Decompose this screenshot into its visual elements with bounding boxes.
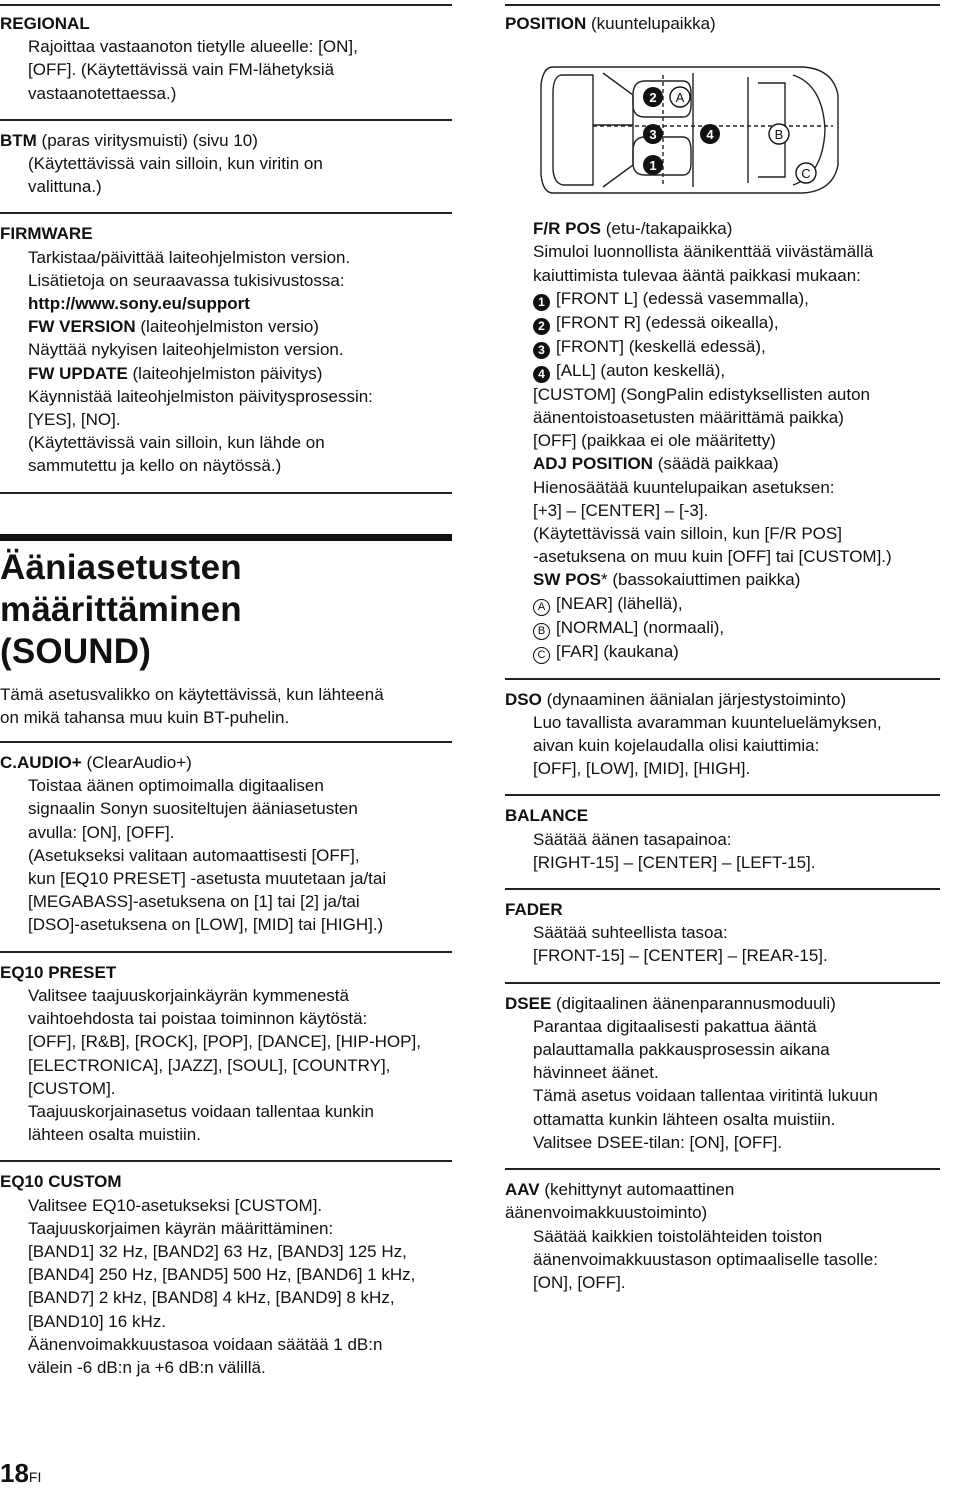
caudio-description [0, 774, 452, 936]
page-language-code: FI [28, 1469, 42, 1485]
support-url: http://www.sony.eu/support [28, 294, 250, 314]
sound-heading-bar [0, 534, 452, 541]
text-line: signaalin Sonyn suositeltujen ääniasetusten [28, 799, 358, 819]
aav-section [505, 1178, 940, 1294]
position-b-label: B [774, 127, 784, 143]
text-line: Valitsee DSEE-tilan: [ON], [OFF]. [533, 1132, 783, 1152]
text-line: [+3] – [CENTER] – [-3]. [533, 500, 709, 520]
balance-section [505, 804, 940, 874]
caudio-section [0, 751, 452, 937]
sound-title-line1: Ääniasetusten määrittäminen [0, 547, 242, 629]
fw-version-desc: Näyttää nykyisen laiteohjelmiston version. [28, 340, 344, 360]
position-1-label: 1 [649, 158, 657, 174]
text-line: Taajuuskorjainasetus voidaan tallentaa kunkin [28, 1101, 374, 1121]
text-line: avulla: [ON], [OFF]. [28, 822, 175, 842]
number-badge: 1 [533, 294, 550, 311]
list-item [533, 616, 940, 640]
list-item [533, 592, 940, 616]
fw-update-description [28, 385, 452, 478]
letter-badge: B [533, 623, 550, 640]
fw-update-title: FW UPDATE [28, 363, 128, 383]
divider [505, 982, 940, 984]
text-line: valittuna.) [28, 177, 102, 197]
regional-title: REGIONAL [0, 14, 90, 33]
list-item [533, 359, 940, 383]
text-line: [ON], [OFF]. [533, 1272, 626, 1292]
text-line: [BAND10] 16 kHz. [28, 1311, 166, 1331]
text-line: (Asetukseksi valitaan automaattisesti [OFF], [28, 845, 360, 865]
list-item-text: [NORMAL] (normaali), [556, 617, 725, 637]
eq10preset-section [0, 961, 452, 1147]
list-item-text: [FRONT L] (edessä vasemmalla), [556, 288, 809, 308]
firmware-description [28, 246, 452, 292]
position-2-label: 2 [649, 90, 657, 106]
list-item [533, 640, 940, 664]
divider [0, 951, 452, 953]
sound-intro [0, 683, 452, 729]
text-line: [RIGHT-15] – [CENTER] – [LEFT-15]. [533, 852, 816, 872]
list-item [533, 311, 940, 335]
text-line: [OFF], [R&B], [ROCK], [POP], [DANCE], [HIP-HOP], [28, 1032, 421, 1052]
text-line: Tarkistaa/päivittää laiteohjelmiston version. [28, 247, 351, 267]
text-line: kun [EQ10 PRESET] -asetusta muutetaan ja/tai [28, 869, 387, 889]
divider [0, 4, 452, 6]
swpos-title: SW POS [533, 570, 602, 590]
text-line: kaiuttimista tulevaa ääntä paikkasi mukaan: [533, 265, 861, 285]
position-a-label: A [675, 90, 685, 106]
fader-title: FADER [505, 900, 563, 920]
frpos-subtitle: (etu-/takapaikka) [601, 219, 733, 239]
text-line: äänentoistoasetusten määrittämä paikka) [533, 408, 844, 428]
eq10preset-description [0, 984, 452, 1146]
left-column [0, 0, 452, 1379]
text-line: Luo tavallista avaramman kuunteluelämyksen, [533, 712, 882, 732]
text-line: [BAND1] 32 Hz, [BAND2] 63 Hz, [BAND3] 125 Hz, [28, 1241, 407, 1261]
text-line: Lisätietoja on seuraavassa tukisivustossa: [28, 270, 345, 290]
list-item-text: [NEAR] (lähellä), [556, 593, 683, 613]
text-line: on mikä tahansa muu kuin BT-puhelin. [0, 707, 290, 727]
eq10custom-title: EQ10 CUSTOM [0, 1172, 122, 1192]
number-badge: 2 [533, 318, 550, 335]
text-line: Käynnistää laiteohjelmiston päivitysprosessin: [28, 386, 373, 406]
divider [505, 794, 940, 796]
dsee-section [505, 992, 940, 1154]
text-line: hävinneet äänet. [533, 1063, 659, 1083]
swpos-subtitle: * (bassokaiuttimen paikka) [601, 570, 801, 590]
adjpos-title: ADJ POSITION [533, 454, 653, 474]
divider [0, 492, 452, 494]
btm-title: BTM [0, 130, 37, 150]
aav-subtitle-line2: äänenvoimakkuustoiminto) [505, 1203, 708, 1223]
position-subtitle: (kuuntelupaikka) [586, 14, 716, 33]
text-line: Säätää äänen tasapainoa: [533, 829, 732, 849]
btm-subtitle: (paras viritysmuisti) (sivu 10) [36, 130, 258, 150]
text-line: Tämä asetusvalikko on käytettävissä, kun lähteenä [0, 684, 384, 704]
position-4-label: 4 [706, 127, 714, 143]
eq10custom-description [0, 1194, 452, 1380]
balance-title: BALANCE [505, 806, 589, 826]
frpos-more-options [533, 383, 940, 453]
fader-section [505, 898, 940, 968]
eq10custom-section [0, 1170, 452, 1379]
text-line: aivan kuin kojelaudalla olisi kaiuttimia: [533, 736, 820, 756]
text-line: Valitsee taajuuskorjainkäyrän kymmenestä [28, 985, 349, 1005]
adjpos-subtitle: (säädä paikkaa) [652, 454, 779, 474]
text-line: [OFF] (paikkaa ei ole määritetty) [533, 431, 776, 451]
car-position-diagram [533, 45, 853, 205]
text-line: [CUSTOM] (SongPalin edistyksellisten auton [533, 384, 871, 404]
list-item [533, 335, 940, 359]
swpos-options [533, 592, 940, 664]
text-line: [BAND7] 2 kHz, [BAND8] 4 kHz, [BAND9] 8 kHz, [28, 1288, 395, 1308]
dsee-title: DSEE [505, 993, 552, 1013]
text-line: Hienosäätää kuuntelupaikan asetuksen: [533, 477, 835, 497]
text-line: Tämä asetus voidaan tallentaa viritintä lukuun [533, 1086, 878, 1106]
sound-title [0, 547, 452, 673]
aav-description [505, 1225, 940, 1295]
text-line: vastaanotettaessa.) [28, 83, 177, 103]
dsee-description [505, 1015, 940, 1154]
text-line: Säätää kaikkien toistolähteiden toiston [533, 1226, 823, 1246]
text-line: [DSO]-asetuksena on [LOW], [MID] tai [HIGH].) [28, 915, 384, 935]
list-item-text: [FRONT] (keskellä edessä), [556, 336, 766, 356]
adjpos-description [533, 476, 940, 569]
text-line: [YES], [NO]. [28, 410, 121, 430]
fader-description [505, 921, 940, 967]
eq10preset-title: EQ10 PRESET [0, 962, 117, 982]
text-line: Parantaa digitaalisesti pakattua ääntä [533, 1016, 817, 1036]
divider [0, 212, 452, 214]
fw-version-subtitle: (laiteohjelmiston versio) [135, 317, 319, 337]
text-line: Säätää suhteellista tasoa: [533, 923, 728, 943]
firmware-title: FIRMWARE [0, 224, 93, 244]
letter-badge: C [533, 647, 550, 664]
dso-section [505, 688, 940, 781]
text-line: [OFF], [LOW], [MID], [HIGH]. [533, 759, 751, 779]
text-line: -asetuksena on muu kuin [OFF] tai [CUSTOM].) [533, 547, 892, 567]
text-line: (Käytettävissä vain silloin, kun [F/R POS] [533, 524, 842, 544]
text-line: [FRONT-15] – [CENTER] – [REAR-15]. [533, 946, 828, 966]
text-line: ottamatta kunkin lähteen osalta muistiin. [533, 1109, 836, 1129]
text-line: (Käytettävissä vain silloin, kun lähde on [28, 433, 325, 453]
btm-section [0, 129, 452, 199]
position-title: POSITION [505, 14, 587, 33]
balance-description [505, 828, 940, 874]
position-section [505, 12, 940, 664]
text-line: välein -6 dB:n ja +6 dB:n välillä. [28, 1357, 266, 1377]
text-line: [BAND4] 250 Hz, [BAND5] 500 Hz, [BAND6] 1 kHz, [28, 1265, 416, 1285]
text-line: [CUSTOM]. [28, 1078, 116, 1098]
text-line: Toistaa äänen optimoimalla digitaalisen [28, 776, 324, 796]
text-line: Simuloi luonnollista äänikenttää viivästämällä [533, 242, 874, 262]
sound-section [0, 547, 452, 729]
aav-subtitle: (kehittynyt automaattinen [539, 1180, 735, 1200]
text-line: [OFF]. (Käytettävissä vain FM-lähetyksiä [28, 60, 335, 80]
text-line: [MEGABASS]-asetuksena on [1] tai [2] ja/tai [28, 892, 360, 912]
position-3-label: 3 [649, 127, 657, 143]
text-line: sammutettu ja kello on näytössä.) [28, 456, 282, 476]
number-badge: 3 [533, 342, 550, 359]
list-item-text: [FRONT R] (edessä oikealla), [556, 312, 779, 332]
position-c-label: C [801, 166, 811, 182]
frpos-description [533, 240, 940, 286]
list-item-text: [ALL] (auton keskellä), [556, 360, 726, 380]
text-line: Valitsee EQ10-asetukseksi [CUSTOM]. [28, 1195, 323, 1215]
text-line: Taajuuskorjaimen käyrän määrittäminen: [28, 1218, 334, 1238]
divider [505, 1168, 940, 1170]
dso-description [505, 711, 940, 781]
text-line: äänenvoimakkuustason optimaaliselle tasolle: [533, 1249, 878, 1269]
list-item [533, 287, 940, 311]
list-item-text: [FAR] (kaukana) [556, 641, 679, 661]
divider [0, 741, 452, 743]
divider [505, 4, 940, 6]
divider [505, 678, 940, 680]
page-number-value: 18 [0, 1458, 29, 1488]
fw-update-subtitle: (laiteohjelmiston päivitys) [127, 363, 323, 383]
text-line: vaihtoehdosta tai poistaa toiminnon käytöstä: [28, 1009, 368, 1029]
text-line: lähteen osalta muistiin. [28, 1125, 201, 1145]
aav-title: AAV [505, 1180, 540, 1200]
regional-section [0, 12, 452, 105]
text-line: (Käytettävissä vain silloin, kun viritin on [28, 154, 323, 174]
frpos-title: F/R POS [533, 219, 602, 239]
firmware-section [0, 222, 452, 477]
dso-subtitle: (dynaaminen äänialan järjestystoiminto) [541, 689, 847, 709]
btm-description [0, 152, 452, 198]
sound-title-line2: (SOUND) [0, 631, 152, 671]
regional-description [0, 35, 452, 105]
dsee-subtitle: (digitaalinen äänenparannusmoduuli) [551, 993, 836, 1013]
letter-badge: A [533, 599, 550, 616]
text-line: [ELECTRONICA], [JAZZ], [SOUL], [COUNTRY], [28, 1055, 391, 1075]
divider [505, 888, 940, 890]
fw-version-title: FW VERSION [28, 317, 136, 337]
frpos-options [533, 287, 940, 383]
text-line: Rajoittaa vastaanoton tietylle alueelle: [ON], [28, 37, 358, 57]
number-badge: 4 [533, 366, 550, 383]
caudio-subtitle: (ClearAudio+) [81, 753, 192, 773]
dso-title: DSO [505, 689, 542, 709]
divider [0, 119, 452, 121]
text-line: Äänenvoimakkuustasoa voidaan säätää 1 dB:n [28, 1334, 383, 1354]
right-column [505, 0, 940, 1294]
divider [0, 1160, 452, 1162]
text-line: palauttamalla pakkausprosessin aikana [533, 1040, 830, 1060]
caudio-title: C.AUDIO+ [0, 753, 82, 773]
